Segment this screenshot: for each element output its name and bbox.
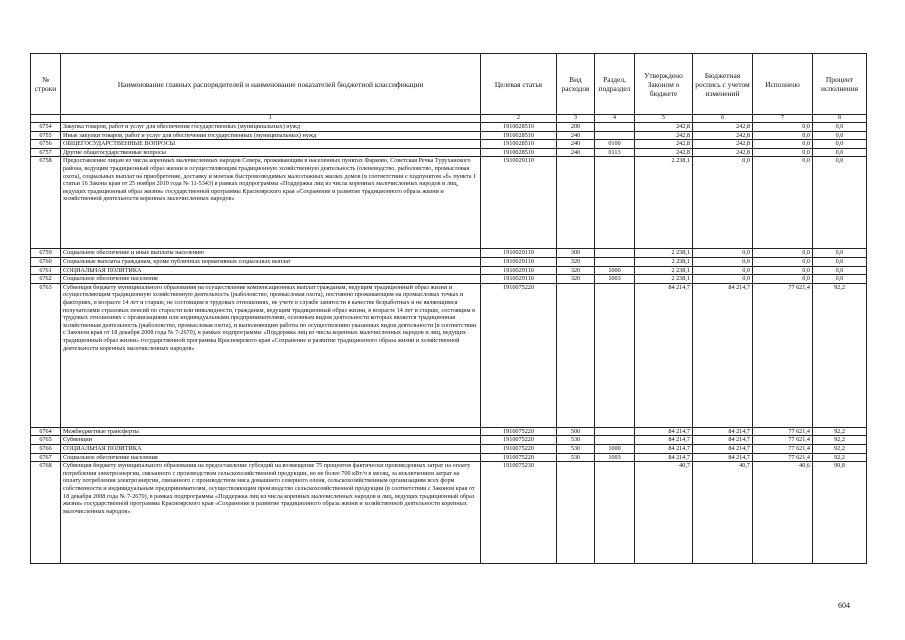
- row-name: ОБЩЕГОСУДАРСТВЕННЫЕ ВОПРОСЫ: [61, 140, 481, 149]
- row-target-article: 1910029110: [481, 257, 557, 266]
- row-number: 6755: [31, 131, 61, 140]
- row-budget-schedule: 40,7: [693, 462, 753, 564]
- column-number-row: [31, 115, 867, 123]
- row-name: Субвенция бюджету муниципального образования на предоставление субсидий на возмещение 75 процентов фактически произведенных затрат на оплату потребления электроэнергии, связанного с производством сельскохозяйственной продукции, но не более 700 кВт/ч в месяц, за исключением затрат на оплату потребления электроэнергии, связанного с производством мяса домашнего северного оленя, сельскохозяйственным организациям всех форм собственности и индивидуальным предпринимателям, осуществляющим производство сельскохозяйственной продукции (в соответствии с Законом края от 18 декабря 2008 года № 7-2670), в рамках подпрограммы «Поддержка лиц из числа коренных малочисленных народов и лиц, ведущих традиционный образ жизни» государственной программы Красноярского края «Сохранение и развитие традиционного образа жизни и хозяйственной деятельности коренных малочисленных народов»: [61, 462, 481, 564]
- row-expense-type: 240: [557, 148, 595, 157]
- table-row: [31, 444, 867, 453]
- column-number: 2: [481, 115, 557, 123]
- column-number: 4: [595, 115, 635, 123]
- row-executed: 77 621,4: [753, 427, 813, 436]
- table-row: [31, 436, 867, 445]
- row-expense-type: 530: [557, 444, 595, 453]
- row-target-article: 1910029110: [481, 266, 557, 275]
- row-expense-type: [557, 157, 595, 249]
- row-percent: 0,0: [813, 257, 867, 266]
- header-row-number: № строки: [31, 54, 61, 115]
- column-number: 1: [61, 115, 481, 123]
- table-row: [31, 275, 867, 284]
- row-section: 0100: [595, 140, 635, 149]
- row-percent: 92,2: [813, 453, 867, 462]
- table-row: [31, 123, 867, 132]
- table-header-row: [31, 54, 867, 115]
- row-approved: 40,7: [635, 462, 693, 564]
- row-expense-type: 240: [557, 131, 595, 140]
- row-name: Межбюджетные трансферты: [61, 427, 481, 436]
- row-target-article: 1910028510: [481, 140, 557, 149]
- row-number: 6762: [31, 275, 61, 284]
- row-number: 6758: [31, 157, 61, 249]
- row-budget-schedule: 0,0: [693, 266, 753, 275]
- row-budget-schedule: 84 214,7: [693, 283, 753, 427]
- row-percent: 0,0: [813, 275, 867, 284]
- row-budget-schedule: 0,0: [693, 249, 753, 258]
- row-name: Иные закупки товаров, работ и услуг для обеспечения государственных (муниципальных) нужд: [61, 131, 481, 140]
- row-budget-schedule: 242,8: [693, 131, 753, 140]
- row-target-article: 1910029110: [481, 157, 557, 249]
- row-budget-schedule: 0,0: [693, 257, 753, 266]
- row-section: 0113: [595, 148, 635, 157]
- row-approved: 242,8: [635, 148, 693, 157]
- row-percent: 0,0: [813, 266, 867, 275]
- row-executed: 0,0: [753, 266, 813, 275]
- row-name: СОЦИАЛЬНАЯ ПОЛИТИКА: [61, 444, 481, 453]
- row-target-article: 1910075220: [481, 436, 557, 445]
- row-executed: 77 621,4: [753, 283, 813, 427]
- row-budget-schedule: 242,8: [693, 123, 753, 132]
- row-number: 6761: [31, 266, 61, 275]
- row-executed: 40,6: [753, 462, 813, 564]
- row-approved: 84 214,7: [635, 453, 693, 462]
- row-target-article: 1910028510: [481, 123, 557, 132]
- row-target-article: 1910075220: [481, 453, 557, 462]
- table-row: [31, 453, 867, 462]
- row-expense-type: 300: [557, 249, 595, 258]
- row-percent: 99,8: [813, 462, 867, 564]
- table-row: [31, 249, 867, 258]
- row-target-article: 1910075220: [481, 444, 557, 453]
- row-approved: 84 214,7: [635, 436, 693, 445]
- row-percent: 92,2: [813, 283, 867, 427]
- column-number: 5: [635, 115, 693, 123]
- row-percent: 0,0: [813, 123, 867, 132]
- row-approved: 2 238,1: [635, 249, 693, 258]
- row-number: 6759: [31, 249, 61, 258]
- row-percent: 92,2: [813, 427, 867, 436]
- header-budget-schedule: Бюджетная роспись с учетом изменений: [693, 54, 753, 115]
- row-section: [595, 436, 635, 445]
- row-section: [595, 462, 635, 564]
- row-section: [595, 283, 635, 427]
- row-expense-type: [557, 283, 595, 427]
- row-expense-type: [557, 462, 595, 564]
- table-row: [31, 283, 867, 427]
- row-approved: 2 238,1: [635, 157, 693, 249]
- row-target-article: 1910075220: [481, 427, 557, 436]
- row-target-article: 1910028510: [481, 148, 557, 157]
- row-approved: 2 238,1: [635, 266, 693, 275]
- header-approved: Утверждено Законом о бюджете: [635, 54, 693, 115]
- row-name: Закупка товаров, работ и услуг для обеспечения государственных (муниципальных) нужд: [61, 123, 481, 132]
- row-expense-type: 530: [557, 436, 595, 445]
- row-approved: 2 238,1: [635, 257, 693, 266]
- row-section: 1003: [595, 453, 635, 462]
- row-number: 6757: [31, 148, 61, 157]
- row-number: 6768: [31, 462, 61, 564]
- row-executed: 0,0: [753, 249, 813, 258]
- header-name: Наименование главных распорядителей и наименование показателей бюджетной классификации: [61, 54, 481, 115]
- row-expense-type: 320: [557, 266, 595, 275]
- row-percent: 0,0: [813, 131, 867, 140]
- table-row: [31, 148, 867, 157]
- row-approved: 242,8: [635, 140, 693, 149]
- row-name: Социальное обеспечение населения: [61, 453, 481, 462]
- row-percent: 0,0: [813, 148, 867, 157]
- row-percent: 92,2: [813, 436, 867, 445]
- row-executed: 77 621,4: [753, 444, 813, 453]
- row-percent: 0,0: [813, 140, 867, 149]
- header-expense-type: Вид расходов: [557, 54, 595, 115]
- table-row: [31, 427, 867, 436]
- row-budget-schedule: 242,8: [693, 148, 753, 157]
- row-target-article: 1910075220: [481, 283, 557, 427]
- row-section: [595, 157, 635, 249]
- page-number: 604: [838, 601, 850, 610]
- row-approved: 84 214,7: [635, 444, 693, 453]
- row-budget-schedule: 242,8: [693, 140, 753, 149]
- column-number: 7: [753, 115, 813, 123]
- row-section: 1003: [595, 275, 635, 284]
- row-budget-schedule: 0,0: [693, 275, 753, 284]
- table-row: [31, 257, 867, 266]
- row-executed: 0,0: [753, 131, 813, 140]
- row-name: СОЦИАЛЬНАЯ ПОЛИТИКА: [61, 266, 481, 275]
- row-budget-schedule: 84 214,7: [693, 444, 753, 453]
- row-executed: 0,0: [753, 157, 813, 249]
- row-target-article: 1910075230: [481, 462, 557, 564]
- row-budget-schedule: 0,0: [693, 157, 753, 249]
- header-section: Раздел, подраздел: [595, 54, 635, 115]
- table-row: [31, 157, 867, 249]
- column-number: 6: [693, 115, 753, 123]
- row-expense-type: 500: [557, 427, 595, 436]
- row-section: 1000: [595, 266, 635, 275]
- row-approved: 242,8: [635, 131, 693, 140]
- row-executed: 77 621,4: [753, 436, 813, 445]
- row-name: Социальные выплаты гражданам, кроме публичных нормативных социальных выплат: [61, 257, 481, 266]
- row-target-article: 1910029110: [481, 249, 557, 258]
- row-number: 6764: [31, 427, 61, 436]
- row-name: Субвенции: [61, 436, 481, 445]
- row-number: 6767: [31, 453, 61, 462]
- row-number: 6760: [31, 257, 61, 266]
- row-expense-type: 200: [557, 123, 595, 132]
- row-expense-type: 240: [557, 140, 595, 149]
- header-percent: Процент исполнения: [813, 54, 867, 115]
- table-row: [31, 140, 867, 149]
- header-target-article: Целевая статья: [481, 54, 557, 115]
- budget-execution-table: [30, 53, 867, 564]
- row-number: 6765: [31, 436, 61, 445]
- row-executed: 77 621,4: [753, 453, 813, 462]
- row-section: [595, 131, 635, 140]
- row-section: [595, 123, 635, 132]
- row-budget-schedule: 84 214,7: [693, 436, 753, 445]
- row-number: 6754: [31, 123, 61, 132]
- row-section: [595, 249, 635, 258]
- budget-table-sheet: [30, 53, 866, 564]
- row-section: [595, 427, 635, 436]
- row-number: 6766: [31, 444, 61, 453]
- row-executed: 0,0: [753, 140, 813, 149]
- row-section: [595, 257, 635, 266]
- row-expense-type: 320: [557, 275, 595, 284]
- row-executed: 0,0: [753, 257, 813, 266]
- column-number: 8: [813, 115, 867, 123]
- row-executed: 0,0: [753, 148, 813, 157]
- row-target-article: 1910028510: [481, 131, 557, 140]
- row-budget-schedule: 84 214,7: [693, 453, 753, 462]
- row-approved: 84 214,7: [635, 283, 693, 427]
- row-executed: 0,0: [753, 275, 813, 284]
- table-row: [31, 462, 867, 564]
- row-approved: 84 214,7: [635, 427, 693, 436]
- column-number: 3: [557, 115, 595, 123]
- row-target-article: 1910029110: [481, 275, 557, 284]
- row-name: Социальное обеспечение населения: [61, 275, 481, 284]
- row-section: 1000: [595, 444, 635, 453]
- column-number: [31, 115, 61, 123]
- row-budget-schedule: 84 214,7: [693, 427, 753, 436]
- row-name: Субвенция бюджету муниципального образования на осуществление компенсационных выплат гражданам, ведущим традиционный образ жизни и осуществляющим традиционную хозяйственную деятельность (рыболовство, промысловая охота), постоянно проживающим на промысловых точках и факториях, в возрасте 14 лет и старше, не состоящим в трудовых отношениях, не учете в службе занятости в качестве безработных и не являющимся получателями страховых пенсий по старости или инвалидности, гражданам, ведущим традиционный образ жизни, в возрасте 14 лет и старше, состоящим в трудовых отношениях с организациями или индивидуальными предпринимателями, основным видом деятельности которых является традиционная хозяйственная деятельность (рыболовство, промысловая охота), и выполняющим работы по осуществлению указанных видов деятельности (в соответствии с Законом края от 18 декабря 2008 года № 7-2670), в рамках подпрограммы «Поддержка лиц из числа коренных малочисленных народов и лиц, ведущих традиционный образ жизни» государственной программы Красноярского края «Сохранение и развитие традиционного образа жизни и хозяйственной деятельности коренных малочисленных народов»: [61, 283, 481, 427]
- row-approved: 242,8: [635, 123, 693, 132]
- row-approved: 2 238,1: [635, 275, 693, 284]
- table-row: [31, 131, 867, 140]
- row-number: 6763: [31, 283, 61, 427]
- row-percent: 92,2: [813, 444, 867, 453]
- row-executed: 0,0: [753, 123, 813, 132]
- row-name: Социальное обеспечение и иные выплаты населению: [61, 249, 481, 258]
- row-expense-type: 320: [557, 257, 595, 266]
- row-name: Другие общегосударственные вопросы: [61, 148, 481, 157]
- row-percent: 0,0: [813, 249, 867, 258]
- row-expense-type: 530: [557, 453, 595, 462]
- header-executed: Исполнено: [753, 54, 813, 115]
- row-name: Предоставление лицам из числа коренных малочисленных народов Севера, проживающим в населенных пунктах Фарково, Советская Речка Туруханского района, ведущим традиционный образ жизни и осуществляющим традиционную хозяйственную деятельность (оленеводство, рыболовство, промысловая охота), социальных выплат на приобретение, доставку и монтаж быстровозводимых малоэтажных жилых домов (в соответствии с подпунктом «б» пункта 1 статьи 16 Закона края от 25 ноября 2010 года № 11-5343) в рамках подпрограммы «Поддержка лиц из числа коренных малочисленных народов и лиц, ведущих традиционный образ жизни» государственной программы Красноярского края «Сохранение и развитие традиционного образа жизни и хозяйственной деятельности коренных малочисленных народов»: [61, 157, 481, 249]
- table-row: [31, 266, 867, 275]
- row-number: 6756: [31, 140, 61, 149]
- row-percent: 0,0: [813, 157, 867, 249]
